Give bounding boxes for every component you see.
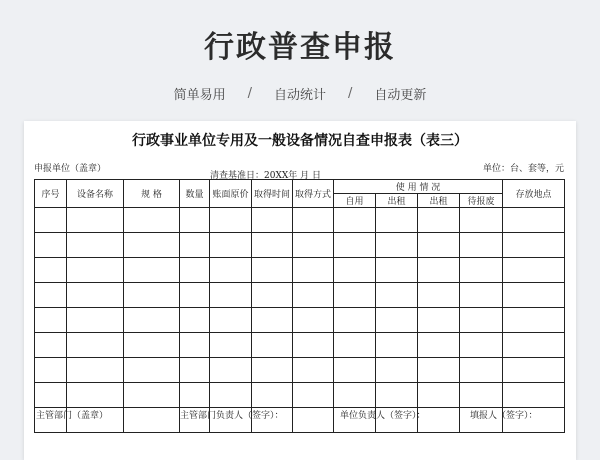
feature-separator: /: [348, 86, 353, 101]
table-row: [35, 283, 565, 308]
col-header-rent-out-2: 出租: [418, 194, 460, 208]
table-cell[interactable]: [334, 283, 376, 308]
col-header-self-use: 自用: [334, 194, 376, 208]
col-header-quantity: 数量: [180, 180, 210, 208]
table-cell[interactable]: [67, 383, 124, 408]
table-cell[interactable]: [418, 383, 460, 408]
table-cell[interactable]: [503, 258, 565, 283]
col-header-pending-scrap: 待报废: [460, 194, 503, 208]
feature-autostat: 自动统计: [273, 88, 326, 103]
table-cell[interactable]: [376, 283, 418, 308]
footer-unit-head: 单位负责人（签字）：: [340, 411, 426, 421]
table-cell[interactable]: [460, 233, 503, 258]
table-cell[interactable]: [460, 358, 503, 383]
table-cell[interactable]: [180, 208, 210, 233]
table-cell[interactable]: [334, 208, 376, 233]
table-cell[interactable]: [252, 383, 293, 408]
table-row: [35, 383, 565, 408]
declaration-table: [34, 179, 565, 433]
table-cell[interactable]: [35, 383, 67, 408]
table-cell[interactable]: [124, 383, 180, 408]
table-cell[interactable]: [124, 258, 180, 283]
base-date: 清查基准日：20XX年 月 日: [210, 171, 321, 181]
table-cell[interactable]: [460, 333, 503, 358]
form-title: 行政事业单位专用及一般设备情况自查申报表（表三）: [132, 133, 468, 149]
col-header-book-value: 账面原价: [210, 180, 252, 208]
table-cell[interactable]: [334, 308, 376, 333]
table-cell[interactable]: [418, 358, 460, 383]
feature-autoupdate: 自动更新: [374, 88, 427, 103]
table-cell[interactable]: [252, 208, 293, 233]
table-cell[interactable]: [376, 233, 418, 258]
form-sheet: [24, 121, 576, 460]
table-cell[interactable]: [376, 308, 418, 333]
table-cell[interactable]: [210, 283, 252, 308]
applicant-label: 申报单位（盖章）: [34, 164, 107, 174]
table-row: [35, 258, 565, 283]
table-cell[interactable]: [376, 333, 418, 358]
table-cell[interactable]: [35, 208, 67, 233]
table-cell[interactable]: [293, 333, 334, 358]
table-cell[interactable]: [376, 208, 418, 233]
table-cell[interactable]: [376, 358, 418, 383]
table-cell[interactable]: [460, 308, 503, 333]
feature-list: [0, 84, 600, 103]
feature-easy: 简单易用: [173, 88, 226, 103]
table-cell[interactable]: [503, 283, 565, 308]
table-cell[interactable]: [67, 258, 124, 283]
table-cell[interactable]: [35, 333, 67, 358]
table-cell[interactable]: [124, 333, 180, 358]
table-cell[interactable]: [418, 233, 460, 258]
table-cell[interactable]: [503, 383, 565, 408]
col-header-rent-out: 出租: [376, 194, 418, 208]
table-cell[interactable]: [293, 283, 334, 308]
table-cell[interactable]: [293, 358, 334, 383]
table-cell[interactable]: [124, 283, 180, 308]
table-cell[interactable]: [210, 258, 252, 283]
table-cell[interactable]: [252, 283, 293, 308]
table-cell[interactable]: [503, 358, 565, 383]
table-cell[interactable]: [334, 233, 376, 258]
table-cell[interactable]: [418, 308, 460, 333]
table-cell[interactable]: [252, 333, 293, 358]
table-row: [35, 358, 565, 383]
table-cell[interactable]: [67, 283, 124, 308]
table-cell[interactable]: [252, 358, 293, 383]
table-cell[interactable]: [293, 233, 334, 258]
table-cell[interactable]: [293, 383, 334, 408]
table-cell[interactable]: [252, 233, 293, 258]
table-cell[interactable]: [460, 283, 503, 308]
table-cell[interactable]: [35, 283, 67, 308]
feature-separator: /: [247, 86, 252, 101]
table-cell[interactable]: [67, 208, 124, 233]
table-cell[interactable]: [35, 233, 67, 258]
table-cell[interactable]: [418, 208, 460, 233]
table-cell[interactable]: [124, 408, 180, 433]
table-cell[interactable]: [334, 358, 376, 383]
table-cell[interactable]: [210, 308, 252, 333]
col-header-spec: 规 格: [124, 180, 180, 208]
table-cell[interactable]: [124, 308, 180, 333]
table-cell[interactable]: [418, 333, 460, 358]
table-cell[interactable]: [418, 283, 460, 308]
table-cell[interactable]: [180, 358, 210, 383]
table-cell[interactable]: [180, 258, 210, 283]
table-cell[interactable]: [180, 333, 210, 358]
table-cell[interactable]: [210, 208, 252, 233]
table-cell[interactable]: [210, 333, 252, 358]
table-cell[interactable]: [503, 233, 565, 258]
unit-label: 单位：台、套等，元: [482, 164, 564, 174]
table-cell[interactable]: [376, 383, 418, 408]
table-cell[interactable]: [124, 208, 180, 233]
footer-filler: 填报人（签字）：: [470, 411, 538, 421]
col-header-location: 存放地点: [503, 180, 565, 208]
table-cell[interactable]: [124, 233, 180, 258]
table-cell[interactable]: [293, 208, 334, 233]
table-cell[interactable]: [418, 258, 460, 283]
table-cell[interactable]: [252, 308, 293, 333]
col-header-acquired-method: 取得方式: [293, 180, 334, 208]
col-header-index: 序号: [35, 180, 67, 208]
table-cell[interactable]: [180, 308, 210, 333]
table-cell[interactable]: [210, 358, 252, 383]
table-cell[interactable]: [503, 333, 565, 358]
table-cell[interactable]: [334, 258, 376, 283]
footer-dept-seal: 主管部门（盖章）: [36, 411, 109, 421]
table-row: [35, 308, 565, 333]
table-body: [35, 208, 565, 433]
table-cell[interactable]: [460, 208, 503, 233]
table-cell[interactable]: [35, 358, 67, 383]
table-cell[interactable]: [210, 233, 252, 258]
footer-dept-head: 主管部门负责人（签字）：: [180, 411, 284, 421]
table-cell[interactable]: [124, 358, 180, 383]
table-cell[interactable]: [180, 283, 210, 308]
table-cell[interactable]: [180, 233, 210, 258]
col-header-usage: 使 用 情 况: [334, 180, 503, 194]
table-cell[interactable]: [293, 308, 334, 333]
table-cell[interactable]: [376, 258, 418, 283]
table-cell[interactable]: [67, 308, 124, 333]
table-cell[interactable]: [460, 258, 503, 283]
table-cell[interactable]: [67, 333, 124, 358]
table-cell[interactable]: [503, 208, 565, 233]
page-title: 行政普查申报: [204, 30, 396, 65]
table-cell[interactable]: [67, 358, 124, 383]
table-cell[interactable]: [35, 308, 67, 333]
table-row: [35, 233, 565, 258]
table-cell[interactable]: [460, 383, 503, 408]
table-row: [35, 208, 565, 233]
table-cell[interactable]: [503, 308, 565, 333]
table-cell[interactable]: [252, 258, 293, 283]
table-cell[interactable]: [67, 233, 124, 258]
table-cell[interactable]: [210, 383, 252, 408]
table-cell[interactable]: [180, 383, 210, 408]
col-header-acquired-time: 取得时间: [252, 180, 293, 208]
table-cell[interactable]: [293, 408, 334, 433]
col-header-equipment-name: 设备名称: [67, 180, 124, 208]
table-cell[interactable]: [334, 333, 376, 358]
table-cell[interactable]: [293, 258, 334, 283]
table-cell[interactable]: [334, 383, 376, 408]
table-row: [35, 333, 565, 358]
table-cell[interactable]: [35, 258, 67, 283]
